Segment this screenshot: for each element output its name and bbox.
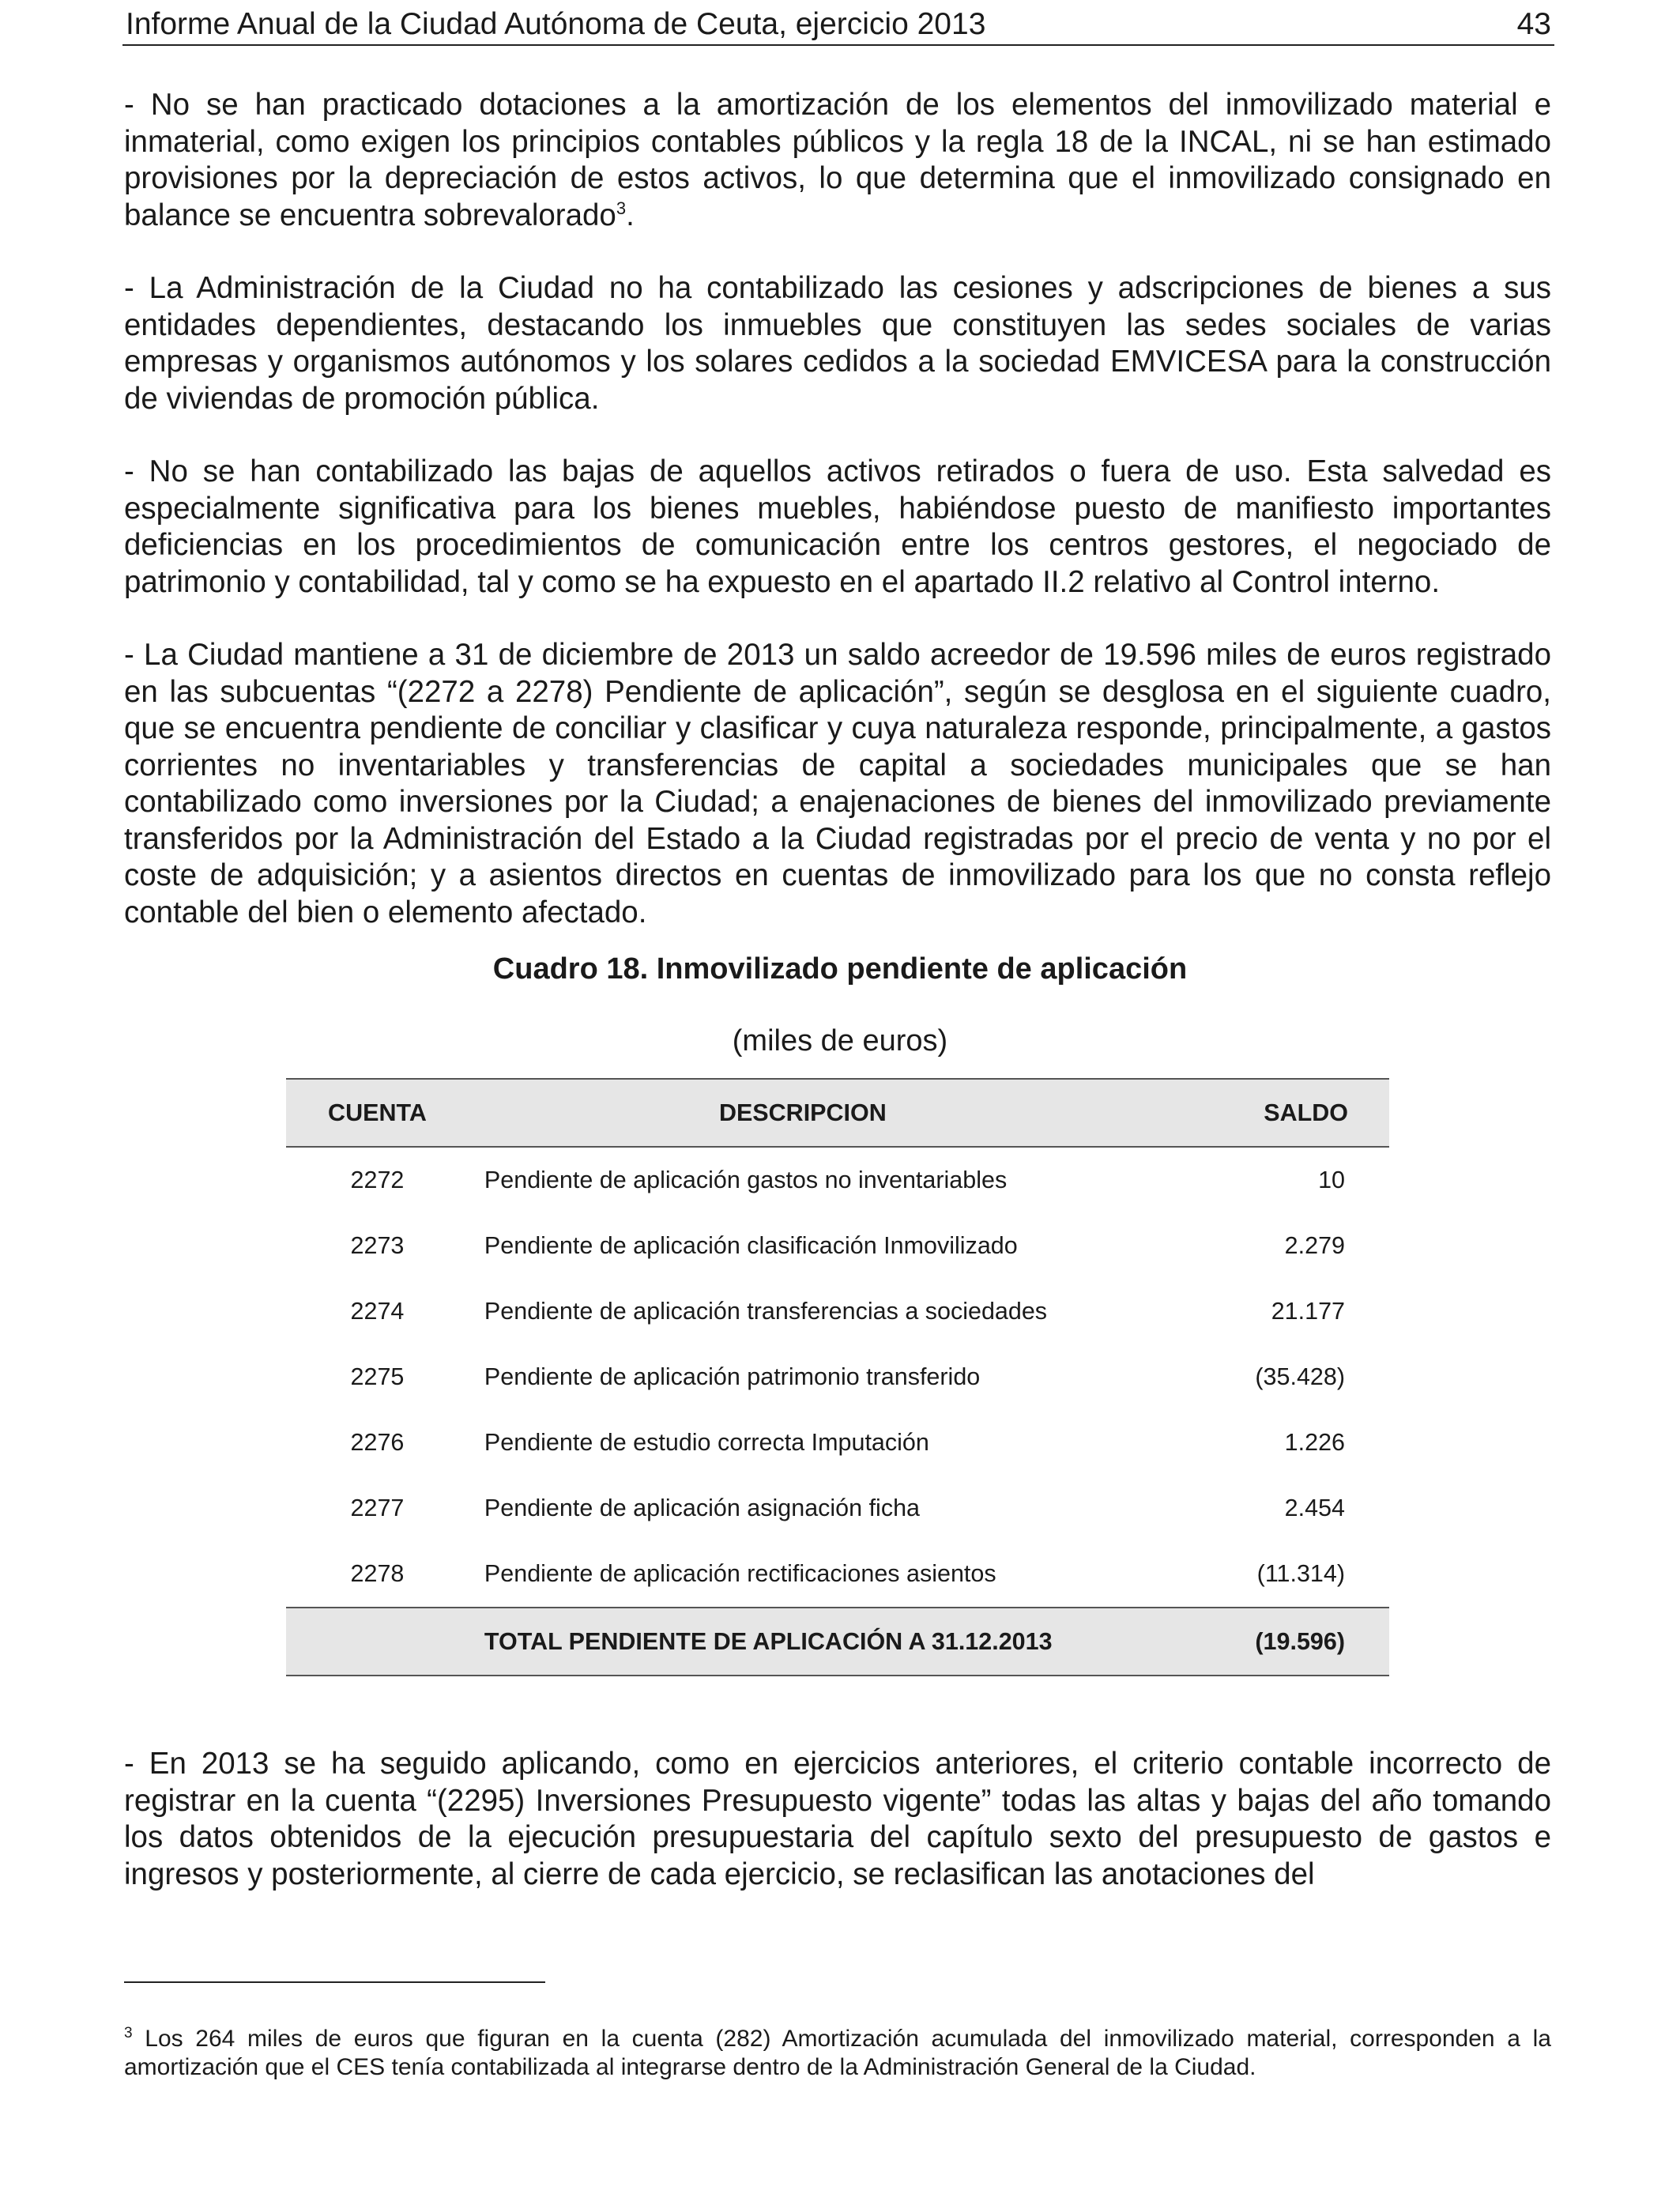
paragraph-bajas: - No se han contabilizado las bajas de aquellos activos retirados o fuera de uso. Esta salvedad es especialmente significativa para los bienes muebles, habiéndose puesto de manifiesto importantes deficiencias en los procedimientos de comunicación entre los centros gestores, el negociado de patrimonio y contabilidad, tal y como se ha expuesto en el apartado II.2 relativo al Control interno.: [124, 454, 1551, 599]
cell-descripcion: Pendiente de aplicación gastos no inventariables: [484, 1167, 1008, 1193]
paragraph-tail: .: [626, 198, 635, 232]
total-label: TOTAL PENDIENTE DE APLICACIÓN A 31.12.2013: [469, 1608, 1137, 1676]
table-row: [286, 1213, 1389, 1279]
footnote-separator: [124, 1981, 545, 1983]
footnote-number: 3: [124, 2025, 133, 2041]
paragraph-cesiones: - La Administración de la Ciudad no ha contabilizado las cesiones y adscripciones de bienes a sus entidades dependientes, destacando los inmuebles que constituyen las sedes sociales de varias empresas y organismos autónomos y los solares cedidos a la sociedad EMVICESA para la construcción de viviendas de promoción pública.: [124, 271, 1551, 416]
page-number: 43: [1516, 7, 1551, 41]
footnote: [124, 2025, 1551, 2082]
table-header-row: [286, 1079, 1389, 1147]
cell-descripcion: Pendiente de aplicación clasificación Inmovilizado: [484, 1232, 1018, 1259]
paragraph-amortizacion: [124, 87, 1551, 234]
cell-descripcion: Pendiente de aplicación patrimonio transferido: [484, 1363, 981, 1390]
total-cuenta-empty: [286, 1608, 469, 1676]
table-row: [286, 1344, 1389, 1410]
cell-descripcion: Pendiente de aplicación asignación ficha: [484, 1495, 921, 1521]
cell-cuenta: 2276: [350, 1429, 405, 1456]
paragraph-saldo-acreedor: - La Ciudad mantiene a 31 de diciembre de 2013 un saldo acreedor de 19.596 miles de euros registrado en las subcuentas “(2272 a 2278) Pendiente de aplicación”, según se desglosa en el siguiente cuadro, que se encuentra pendiente de conciliar y clasificar y cuya naturaleza responde, principalmente, a gastos corrientes no inventariables y transferencias de capital a sociedades municipales que se han contabilizado como inversiones por la Ciudad; a enajenaciones de bienes del inmovilizado previamente transferidos por la Administración del Estado a la Ciudad registradas por el precio de venta y no por el coste de adquisición; y a asientos directos en cuentas de inmovilizado para los que no consta reflejo contable del bien o elemento afectado.: [124, 638, 1551, 929]
cell-descripcion: Pendiente de estudio correcta Imputación: [484, 1429, 929, 1456]
table-units: (miles de euros): [732, 1024, 948, 1057]
report-title: Informe Anual de la Ciudad Autónoma de Ceuta, ejercicio 2013: [126, 7, 986, 41]
cell-saldo: 10: [1318, 1167, 1345, 1193]
cell-saldo: 2.454: [1284, 1495, 1345, 1521]
cell-cuenta: 2274: [350, 1298, 405, 1325]
table-row: [286, 1541, 1389, 1608]
cell-saldo: 21.177: [1271, 1298, 1345, 1325]
cell-descripcion: Pendiente de aplicación rectificaciones asientos: [484, 1560, 996, 1587]
page-header: [122, 5, 1554, 46]
footnote-reference: 3: [616, 198, 627, 218]
table-row: [286, 1279, 1389, 1344]
cell-saldo: 2.279: [1284, 1232, 1345, 1259]
header-saldo: SALDO: [1137, 1079, 1389, 1147]
table-title: Cuadro 18. Inmovilizado pendiente de aplicación: [492, 952, 1188, 986]
cell-cuenta: 2272: [350, 1167, 405, 1193]
paragraph-criterio-contable: - En 2013 se ha seguido aplicando, como en ejercicios anteriores, el criterio contable incorrecto de registrar en la cuenta “(2295) Inversiones Presupuesto vigente” todas las altas y bajas del año tomando los datos obtenidos de la ejecución presupuestaria del capítulo sexto del presupuesto de gastos e ingresos y posteriormente, al cierre de cada ejercicio, se reclasifican las anotaciones del: [124, 1747, 1551, 1891]
cell-saldo: 1.226: [1284, 1429, 1345, 1456]
table-total-row: [286, 1608, 1389, 1676]
cell-cuenta: 2278: [350, 1560, 405, 1587]
cell-cuenta: 2273: [350, 1232, 405, 1259]
cell-descripcion: Pendiente de aplicación transferencias a sociedades: [484, 1298, 1048, 1325]
cuadro-18-table: [286, 1078, 1389, 1676]
table-row: [286, 1410, 1389, 1476]
cell-cuenta: 2275: [350, 1363, 405, 1390]
paragraph-text: - No se han practicado dotaciones a la amortización de los elementos del inmovilizado material e inmaterial, como exigen los principios contables públicos y la regla 18 de la INCAL, ni se han estimado provisiones por la depreciación de estos activos, lo que determina que el inmovilizado consignado en balance se encuentra sobrevalorado: [124, 88, 1551, 232]
cell-cuenta: 2277: [350, 1495, 405, 1521]
cell-saldo: (11.314): [1256, 1560, 1345, 1587]
header-cuenta: CUENTA: [286, 1079, 469, 1147]
table-row: [286, 1147, 1389, 1213]
table-row: [286, 1476, 1389, 1541]
cell-saldo: (35.428): [1255, 1363, 1345, 1390]
header-descripcion: DESCRIPCION: [469, 1079, 1137, 1147]
footnote-text: Los 264 miles de euros que figuran en la cuenta (282) Amortización acumulada del inmovilizado material, corresponden a la amortización que el CES tenía contabilizada al integrarse dentro de la Administración General de la Ciudad.: [124, 2026, 1551, 2080]
total-saldo: (19.596): [1137, 1608, 1389, 1676]
